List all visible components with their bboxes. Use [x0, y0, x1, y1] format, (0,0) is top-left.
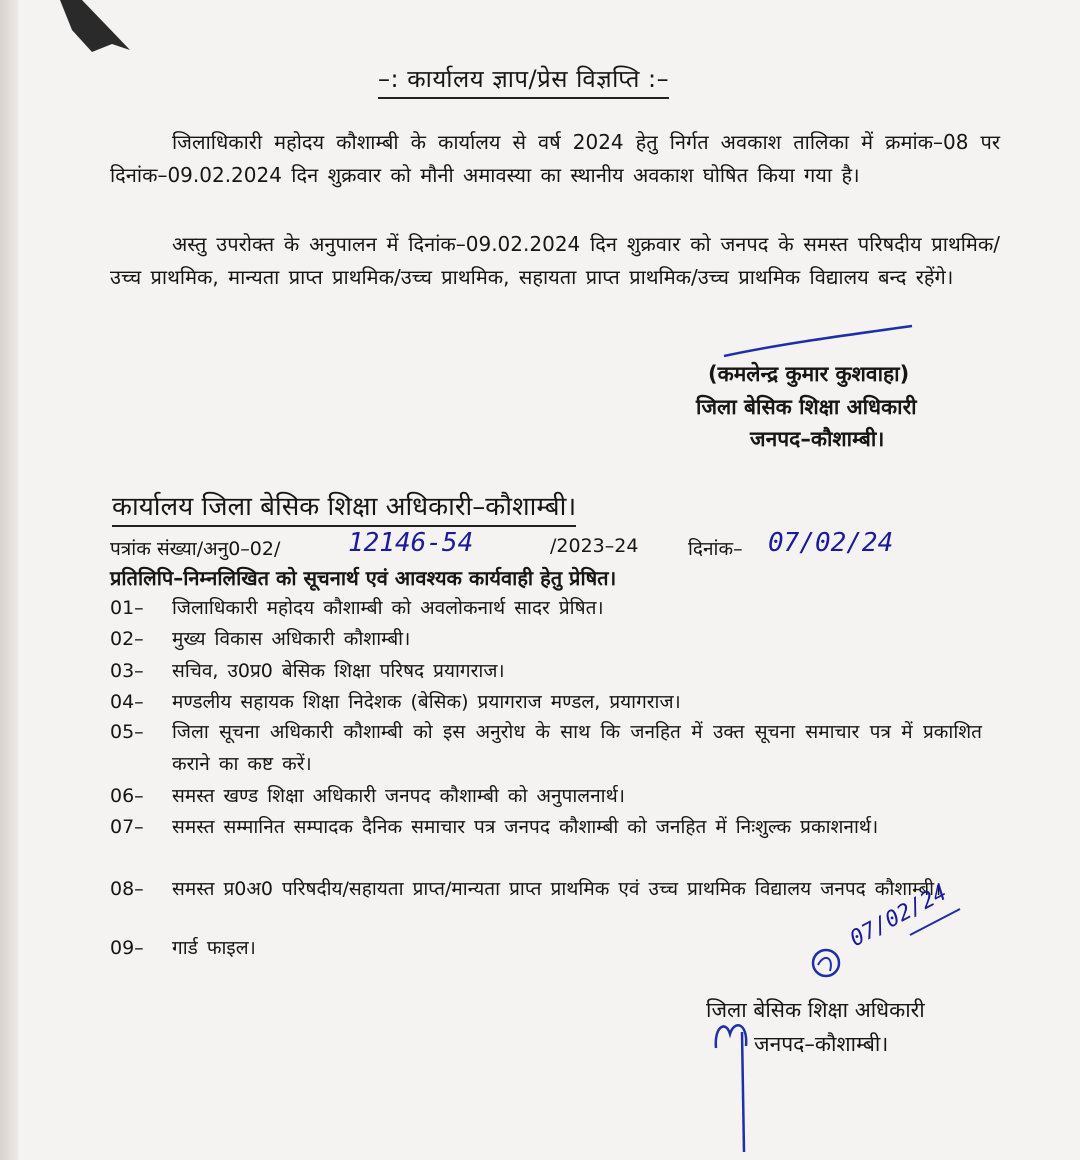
signature-mark — [708, 1012, 758, 1157]
session-year: /2023–24 — [550, 535, 639, 557]
signature-stroke — [720, 322, 920, 362]
signatory-district: जनपद–कौशाम्बी। — [754, 1032, 889, 1056]
officer-name: (कमलेन्द्र कुमार कुशवाहा) — [708, 362, 910, 386]
list-item-number: 05– — [110, 721, 144, 743]
letter-number-label: पत्रांक संख्या/अनु0–02/ — [110, 538, 281, 560]
list-item-number: 02– — [110, 628, 144, 650]
date-handwritten: 07/02/24 — [768, 528, 894, 558]
list-item-text: मण्डलीय सहायक शिक्षा निदेशक (बेसिक) प्रयागराज मण्डल, प्रयागराज। — [172, 691, 681, 713]
letter-number-handwritten: 12146-54 — [348, 528, 474, 558]
list-item-text: समस्त सम्मानित सम्पादक दैनिक समाचार पत्र जनपद कौशाम्बी को जनहित में निःशुल्क प्रकाशनार्थ। — [172, 816, 879, 838]
date-label: दिनांक– — [688, 538, 743, 560]
list-item-number: 08– — [110, 878, 144, 900]
folded-corner — [52, 0, 142, 60]
list-item-text: मुख्य विकास अधिकारी कौशाम्बी। — [172, 628, 411, 650]
page-edge-shadow — [0, 0, 18, 1160]
paragraph-holiday-notice: जिलाधिकारी महोदय कौशाम्बी के कार्यालय से वर्ष 2024 हेतु निर्गत अवकाश तालिका में क्रमांक–08 पर दिनांक–09.02.2024 दिन शुक्रवार को मौनी अमावस्या का स्थानीय अवकाश घोषित किया गया है। — [110, 130, 1000, 187]
list-item-text: सचिव, उ0प्र0 बेसिक शिक्षा परिषद प्रयागराज। — [172, 660, 505, 682]
handwritten-date: 07/02/24 — [846, 880, 952, 953]
list-item-number: 04– — [110, 691, 144, 713]
officer-district: जनपद–कौशाम्बी। — [750, 427, 885, 451]
list-item-number: 09– — [110, 937, 144, 959]
copy-intro: प्रतिलिपि–निम्नलिखित को सूचनार्थ एवं आवश्यक कार्यवाही हेतु प्रेषित। — [110, 566, 617, 590]
list-item-text: जिला सूचना अधिकारी कौशाम्बी को इस अनुरोध के साथ कि जनहित में उक्त सूचना समाचार पत्र में प्रकाशित कराने का कष्ट करें। — [172, 721, 982, 775]
page-title: –: कार्यालय ज्ञाप/प्रेस विज्ञप्ति :– — [378, 62, 669, 99]
list-item-number: 06– — [110, 785, 144, 807]
paragraph-school-closure: अस्तु उपरोक्त के अनुपालन में दिनांक–09.02.2024 दिन शुक्रवार को जनपद के समस्त परिषदीय प्राथमिक/उच्च प्राथमिक, मान्यता प्राप्त प्राथमिक/उच्च प्राथमिक, सहायता प्राप्त प्राथमिक/उच्च प्राथमिक विद्यालय बन्द रहेंगे। — [110, 232, 1000, 289]
list-item-number: 03– — [110, 660, 144, 682]
office-heading: कार्यालय जिला बेसिक शिक्षा अधिकारी–कौशाम्बी। — [112, 487, 576, 527]
list-item-text: जिलाधिकारी महोदय कौशाम्बी को अवलोकनार्थ सादर प्रेषित। — [172, 597, 604, 619]
list-item-text: समस्त खण्ड शिक्षा अधिकारी जनपद कौशाम्बी को अनुपालनार्थ। — [172, 785, 625, 807]
list-item-number: 07– — [110, 816, 144, 838]
list-item-text: गार्ड फाइल। — [172, 937, 256, 959]
list-item-number: 01– — [110, 597, 144, 619]
signatory-designation: जिला बेसिक शिक्षा अधिकारी — [706, 998, 925, 1022]
officer-designation: जिला बेसिक शिक्षा अधिकारी — [696, 395, 917, 419]
list-item-text: समस्त प्र0अ0 परिषदीय/सहायता प्राप्त/मान्यता प्राप्त प्राथमिक एवं उच्च प्राथमिक विद्यालय जनपद कौशाम्बी। — [172, 878, 942, 900]
